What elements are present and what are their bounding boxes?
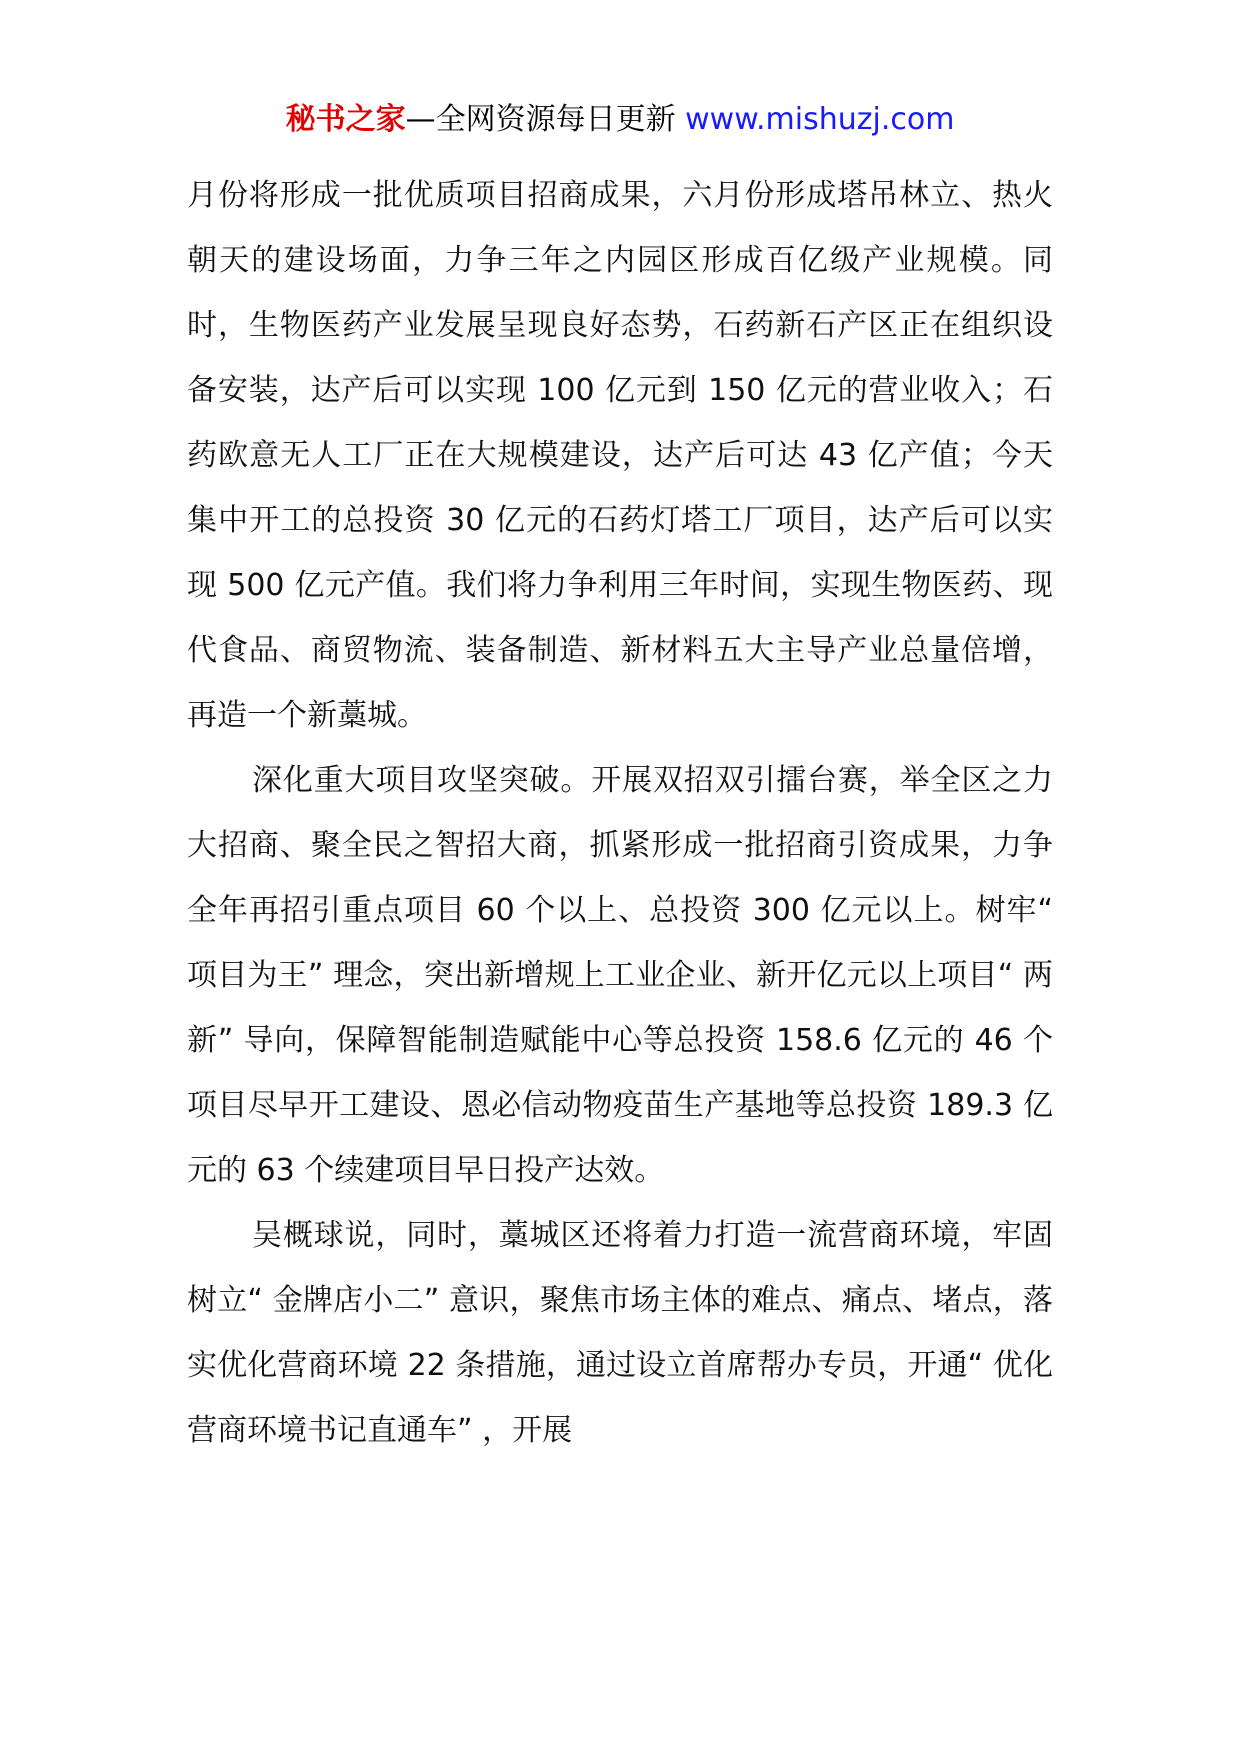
paragraph-continued: 月份将形成一批优质项目招商成果，六月份形成塔吊林立、热火朝天的建设场面，力争三年之内园区形成百亿级产业规模。同时，生物医药产业发展呈现良好态势，石药新石产区正在组织设备安装，达产后可以实现 100 亿元到 150 亿元的营业收入；石药欧意无人工厂正在大规模建设，达产后可达 43 亿产值；今天集中开工的总投资 30 亿元的石药灯塔工厂项目，达产后可以实现 500 亿元产值。我们将力争利用三年时间，实现生物医药、现代食品、商贸物流、装备制造、新材料五大主导产业总量倍增，再造一个新藁城。	[187, 178, 1053, 733]
document-body	[187, 163, 1053, 1463]
site-url-link[interactable]: www.mishuzj.com	[685, 102, 955, 137]
page-header	[0, 100, 1240, 140]
site-brand: 秘书之家	[285, 102, 406, 137]
paragraph-business-environment: 吴概球说，同时，藁城区还将着力打造一流营商环境，牢固树立“ 金牌店小二” 意识，聚焦市场主体的难点、痛点、堵点，落实优化营商环境 22 条措施，通过设立首席帮办专员，开通“ 优化营商环境书记直通车” ，开展	[187, 1218, 1053, 1448]
paragraph-major-projects: 深化重大项目攻坚突破。开展双招双引擂台赛，举全区之力大招商、聚全民之智招大商，抓紧形成一批招商引资成果，力争全年再招引重点项目 60 个以上、总投资 300 亿元以上。树牢“ 项目为王” 理念，突出新增规上工业企业、新开亿元以上项目“ 两新” 导向，保障智能制造赋能中心等总投资 158.6 亿元的 46 个项目尽早开工建设、恩必信动物疫苗生产基地等总投资 189.3 亿元的 63 个续建项目早日投产达效。	[187, 763, 1053, 1188]
site-tagline: —全网资源每日更新	[405, 102, 676, 137]
